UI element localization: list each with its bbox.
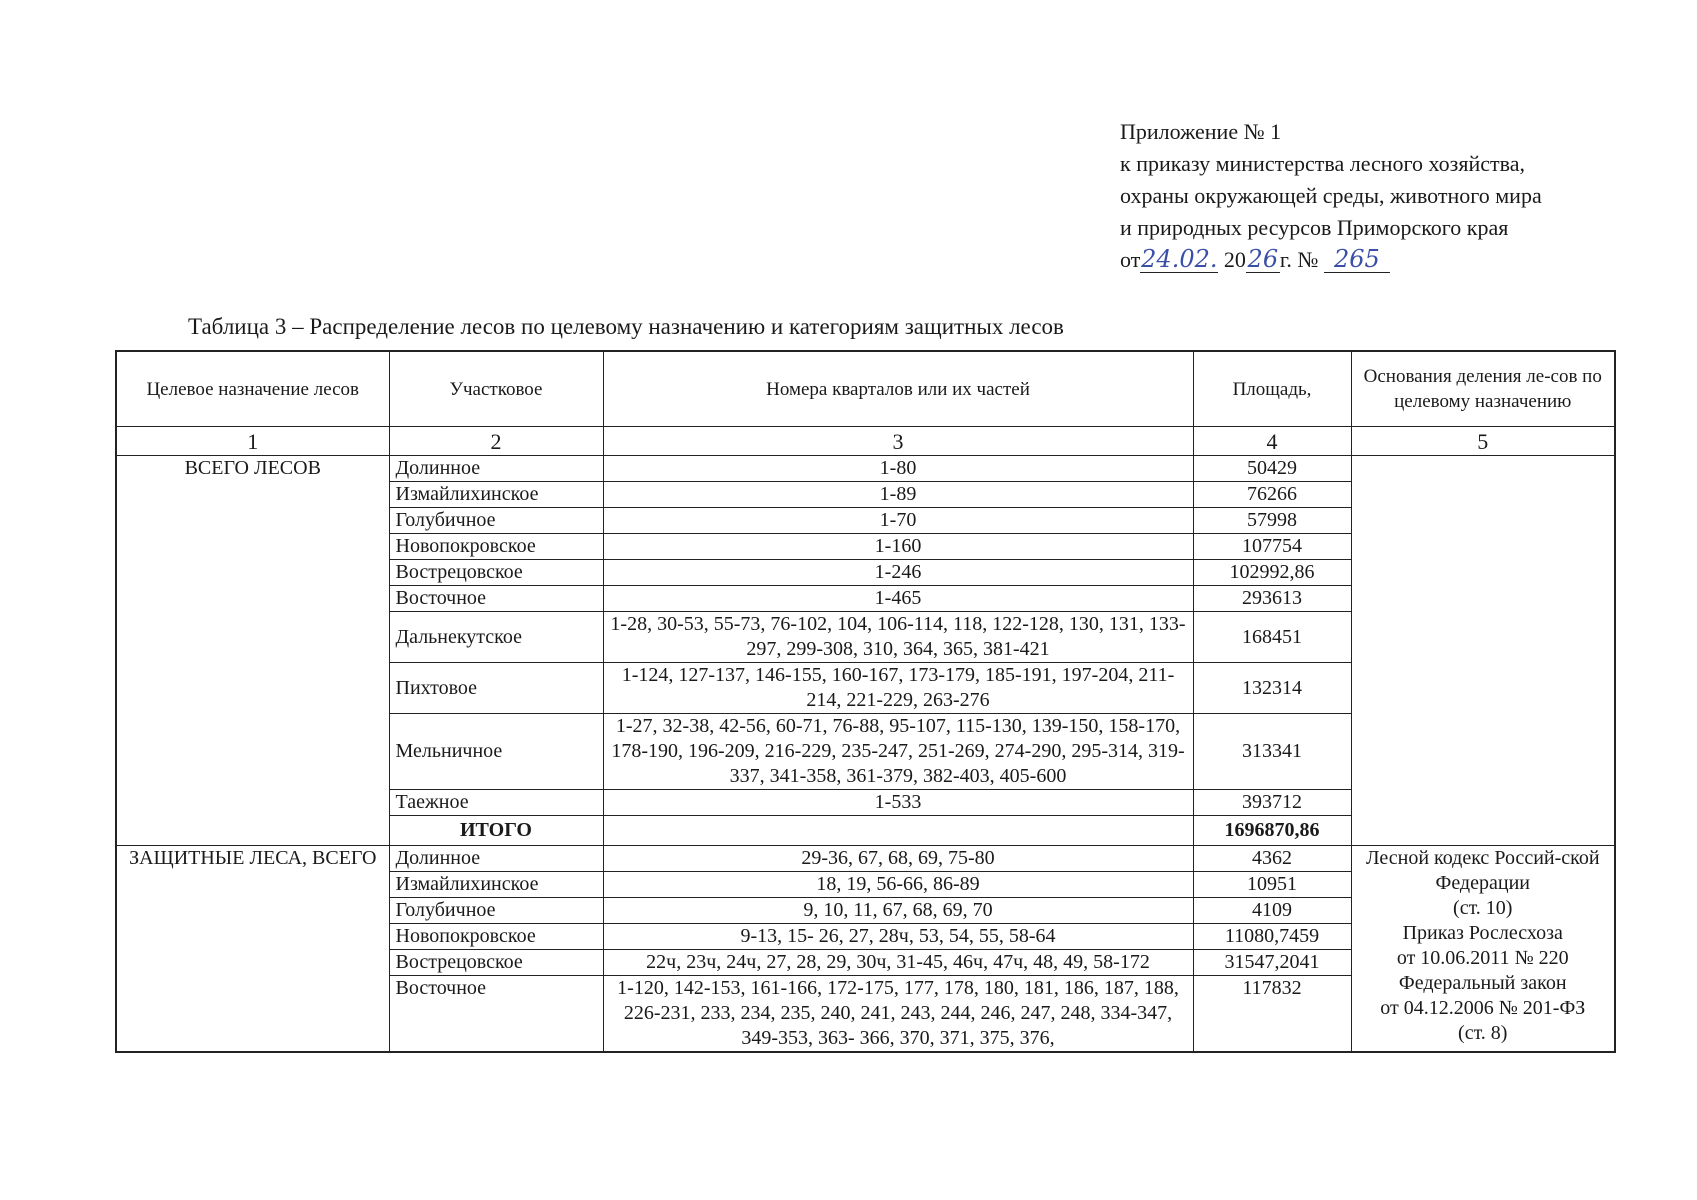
area-cell: 107754	[1193, 534, 1351, 560]
area-cell: 293613	[1193, 586, 1351, 612]
quarters-cell: 1-246	[603, 560, 1193, 586]
quarters-cell: 22ч, 23ч, 24ч, 27, 28, 29, 30ч, 31-45, 46ч, 47ч, 48, 49, 58-172	[603, 950, 1193, 976]
column-number: 2	[389, 427, 603, 456]
basis-line: Федеральный закон	[1398, 972, 1567, 994]
quarters-cell: 9-13, 15- 26, 27, 28ч, 53, 54, 55, 58-64	[603, 924, 1193, 950]
area-cell: 132314	[1193, 663, 1351, 714]
appendix-line-2: к приказу министерства лесного хозяйства,	[1120, 151, 1526, 176]
column-number: 1	[116, 427, 389, 456]
quarters-cell: 1-124, 127-137, 146-155, 160-167, 173-179, 185-191, 197-204, 211-214, 221-229, 263-276	[603, 663, 1193, 714]
appendix-line-1: Приложение № 1	[1120, 119, 1282, 144]
quarters-cell: 1-533	[603, 790, 1193, 816]
district-cell: Голубичное	[389, 508, 603, 534]
appendix-line-3: охраны окружающей среды, животного мира	[1120, 183, 1542, 208]
basis-line: от 04.12.2006 № 201-ФЗ	[1380, 997, 1586, 1019]
district-cell: Пихтовое	[389, 663, 603, 714]
appendix-date-line	[1120, 244, 1542, 276]
basis-line: (ст. 10)	[1453, 897, 1513, 919]
date-prefix: от	[1120, 247, 1141, 272]
area-cell: 57998	[1193, 508, 1351, 534]
column-number: 4	[1193, 427, 1351, 456]
column-number: 3	[603, 427, 1193, 456]
district-cell: Измайлихинское	[389, 872, 603, 898]
district-cell: Измайлихинское	[389, 482, 603, 508]
district-cell: Голубичное	[389, 898, 603, 924]
district-cell: Вострецовское	[389, 560, 603, 586]
basis-cell	[1351, 846, 1615, 1053]
basis-line: Приказ Рослесхоза	[1402, 922, 1563, 944]
quarters-cell: 18, 19, 56-66, 86-89	[603, 872, 1193, 898]
district-cell: Дальнекутское	[389, 612, 603, 663]
basis-line: Лесной кодекс Россий-ской Федерации	[1365, 847, 1600, 894]
group-all-forests: ВСЕГО ЛЕСОВ	[116, 456, 389, 846]
quarters-cell: 9, 10, 11, 67, 68, 69, 70	[603, 898, 1193, 924]
district-cell: Таежное	[389, 790, 603, 816]
area-cell: 102992,86	[1193, 560, 1351, 586]
quarters-cell-empty	[603, 816, 1193, 846]
table-title: Таблица 3 – Распределение лесов по целевому назначению и категориям защитных лесов	[188, 314, 1064, 339]
basis-line: от 10.06.2011 № 220	[1396, 947, 1569, 969]
quarters-cell: 1-27, 32-38, 42-56, 60-71, 76-88, 95-107, 115-130, 139-150, 158-170, 178-190, 196-209, 216-229, 235-247, 251-269, 274-290, 295-314, 319-337, 341-358, 361-379, 382-403, 405-600	[603, 714, 1193, 790]
year-suffix: г. №	[1279, 247, 1319, 272]
district-cell: Вострецовское	[389, 950, 603, 976]
appendix-line-4: и природных ресурсов Приморского края	[1120, 215, 1509, 240]
handwritten-date: 24.02.	[1141, 245, 1218, 273]
header-area: Площадь,	[1193, 351, 1351, 427]
forest-distribution-table	[115, 350, 1616, 1053]
district-cell: Новопокровское	[389, 924, 603, 950]
handwritten-number: 265	[1324, 246, 1390, 273]
total-label: ИТОГО	[389, 816, 603, 846]
table-row	[116, 846, 1615, 872]
area-cell: 4109	[1193, 898, 1351, 924]
district-cell: Долинное	[389, 456, 603, 482]
district-cell: Восточное	[389, 586, 603, 612]
district-cell: Новопокровское	[389, 534, 603, 560]
group-protective-forests: ЗАЩИТНЫЕ ЛЕСА, ВСЕГО	[116, 846, 389, 1053]
district-cell: Восточное	[389, 976, 603, 1053]
area-cell: 11080,7459	[1193, 924, 1351, 950]
handwritten-year: 26	[1247, 245, 1279, 273]
quarters-cell: 29-36, 67, 68, 69, 75-80	[603, 846, 1193, 872]
table-header-row	[116, 351, 1615, 427]
area-cell: 76266	[1193, 482, 1351, 508]
year-prefix: 20	[1223, 247, 1246, 272]
basis-cell-empty	[1351, 456, 1615, 846]
quarters-cell: 1-160	[603, 534, 1193, 560]
column-number: 5	[1351, 427, 1615, 456]
area-cell: 4362	[1193, 846, 1351, 872]
area-cell: 50429	[1193, 456, 1351, 482]
district-cell: Мельничное	[389, 714, 603, 790]
district-cell: Долинное	[389, 846, 603, 872]
basis-line: (ст. 8)	[1458, 1022, 1508, 1044]
appendix-block	[1120, 116, 1542, 276]
quarters-cell: 1-89	[603, 482, 1193, 508]
area-cell: 117832	[1193, 976, 1351, 1053]
total-value: 1696870,86	[1193, 816, 1351, 846]
area-cell: 168451	[1193, 612, 1351, 663]
area-cell: 393712	[1193, 790, 1351, 816]
header-district: Участковое	[389, 351, 603, 427]
quarters-cell: 1-28, 30-53, 55-73, 76-102, 104, 106-114, 118, 122-128, 130, 131, 133-297, 299-308, 310, 364, 365, 381-421	[603, 612, 1193, 663]
quarters-cell: 1-465	[603, 586, 1193, 612]
header-basis: Основания деления ле-сов по целевому назначению	[1351, 351, 1615, 427]
quarters-cell: 1-70	[603, 508, 1193, 534]
quarters-cell: 1-120, 142-153, 161-166, 172-175, 177, 178, 180, 181, 186, 187, 188, 226-231, 233, 234, 235, 240, 241, 243, 244, 246, 247, 248, 334-347, 349-353, 363- 366, 370, 371, 375, 376,	[603, 976, 1193, 1053]
column-number-row	[116, 427, 1615, 456]
area-cell: 313341	[1193, 714, 1351, 790]
area-cell: 10951	[1193, 872, 1351, 898]
header-purpose: Целевое назначение лесов	[116, 351, 389, 427]
header-quarters: Номера кварталов или их частей	[603, 351, 1193, 427]
table-row	[116, 456, 1615, 482]
area-cell: 31547,2041	[1193, 950, 1351, 976]
quarters-cell: 1-80	[603, 456, 1193, 482]
